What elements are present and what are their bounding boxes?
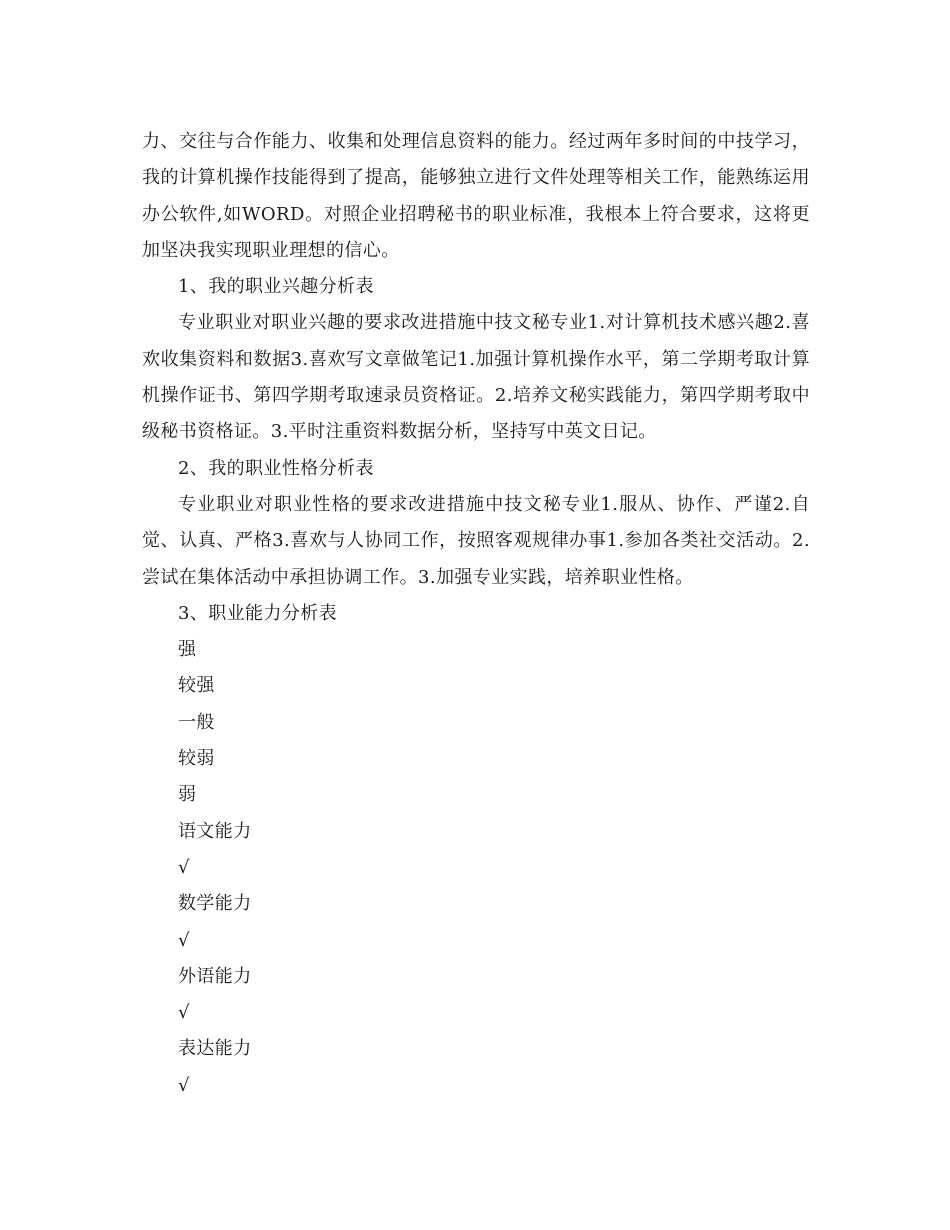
level-fairly-strong: 较强 (178, 675, 215, 697)
level-average: 一般 (178, 711, 215, 733)
section-heading-personality: 2、我的职业性格分析表 (178, 457, 374, 479)
ability-mark-chinese: √ (178, 856, 190, 878)
ability-mark-foreign-language: √ (178, 1002, 190, 1024)
ability-name-math: 数学能力 (178, 893, 252, 915)
level-weak: 弱 (178, 784, 197, 806)
level-strong: 强 (178, 639, 197, 661)
ability-name-foreign-language: 外语能力 (178, 965, 252, 987)
ability-mark-expression: √ (178, 1074, 190, 1096)
level-fairly-weak: 较弱 (178, 748, 215, 770)
document-body (142, 124, 810, 1104)
intro-paragraph: 力、交往与合作能力、收集和处理信息资料的能力。经过两年多时间的中技学习，我的计算机操作技能得到了提高，能够独立进行文件处理等相关工作，能熟练运用办公软件,如WORD。对照企业招聘秘书的职业标准，我根本上符合要求，这将更加坚决我实现职业理想的信心。 (142, 131, 810, 261)
ability-name-chinese: 语文能力 (178, 820, 252, 842)
ability-mark-math: √ (178, 929, 190, 951)
ability-name-expression: 表达能力 (178, 1038, 252, 1060)
interest-paragraph: 专业职业对职业兴趣的要求改进措施中技文秘专业1.对计算机技术感兴趣2.喜欢收集资料和数据3.喜欢写文章做笔记1.加强计算机操作水平，第二学期考取计算机操作证书、第四学期考取速录员资格证。2.培养文秘实践能力，第四学期考取中级秘书资格证。3.平时注重资料数据分析，坚持写中英文日记。 (142, 312, 810, 443)
personality-paragraph: 专业职业对职业性格的要求改进措施中技文秘专业1.服从、协作、严谨2.自觉、认真、严格3.喜欢与人协同工作，按照客观规律办事1.参加各类社交活动。2.尝试在集体活动中承担协调工作。3.加强专业实践，培养职业性格。 (142, 493, 810, 588)
section-heading-ability: 3、职业能力分析表 (178, 602, 338, 624)
section-heading-interest: 1、我的职业兴趣分析表 (178, 276, 374, 298)
